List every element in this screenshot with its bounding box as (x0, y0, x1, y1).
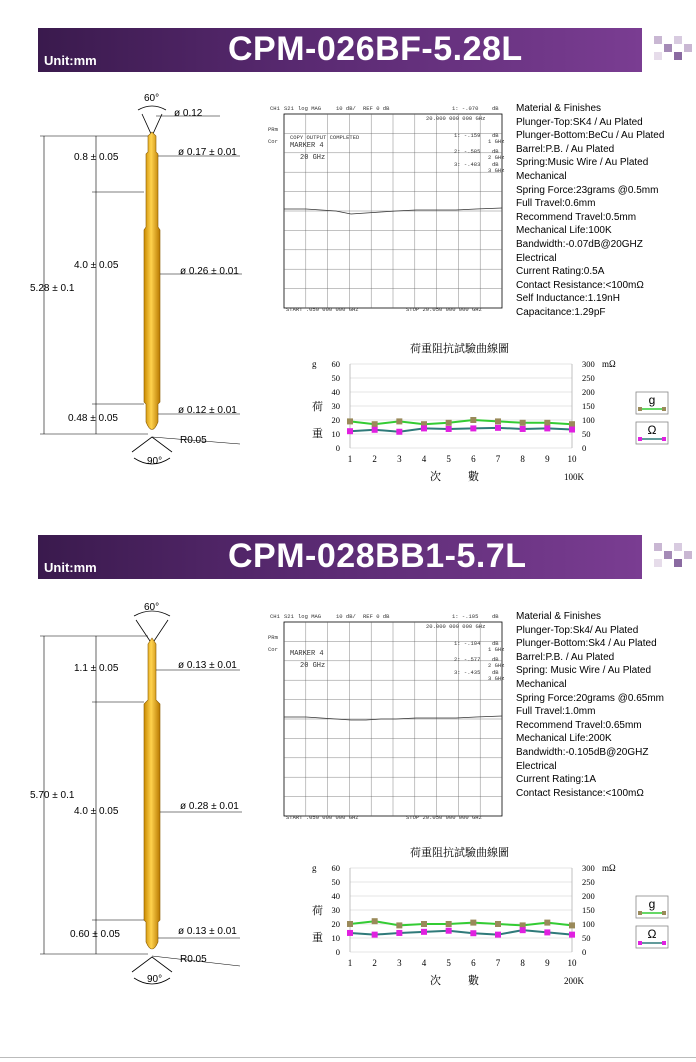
x-tick: 3 (397, 958, 402, 968)
copy-output-text: COPY OUTPUT COMPLETED (290, 134, 360, 141)
header-marker-value: 1: -.070 (452, 105, 479, 112)
top-angle-label: 60° (144, 93, 160, 104)
marker-1-unit: dB (492, 640, 499, 647)
spec-line: Mechanical (516, 170, 567, 182)
probe-body (144, 638, 160, 949)
marker-2-freq: 2 GHz (488, 662, 505, 669)
x-tick: 2 (372, 454, 377, 464)
plunger-bottom-diameter-label: ø 0.12 ± 0.01 (178, 405, 237, 416)
prm-label: PRm (268, 634, 278, 641)
data-point (372, 421, 378, 427)
legend-label: Ω (647, 423, 657, 437)
x-tick: 1 (347, 958, 353, 968)
top-angle-label: 60° (144, 602, 160, 613)
x-tick: 5 (446, 454, 451, 464)
spec-line: Current Rating:0.5A (516, 266, 605, 278)
x-tick: 6 (471, 454, 476, 464)
unit-label: Unit:mm (44, 560, 97, 575)
prm-label: PRm (268, 126, 278, 133)
plunger-top-diameter-label: ø 0.13 ± 0.01 (178, 660, 237, 671)
y-left-tick: 30 (331, 401, 340, 411)
legend-marker (638, 941, 642, 945)
checker-decoration (646, 30, 696, 74)
total-length-label: 5.70 ± 0.1 (30, 790, 75, 801)
marker-2-unit: dB (492, 148, 499, 155)
model-title: CPM-028BB1-5.7L (228, 537, 527, 575)
data-point (569, 427, 575, 433)
spec-line: Spring Force:23grams @0.5mm (516, 184, 659, 196)
x-tick: 4 (421, 454, 427, 464)
data-point (569, 922, 575, 928)
barrel-diameter-label: ø 0.26 ± 0.01 (180, 266, 239, 277)
y-left-label: 重 (312, 428, 323, 441)
x-tick: 4 (421, 958, 427, 968)
header-ref: REF 0 dB (363, 613, 390, 620)
spec-line: Spring Force:20grams @0.65mm (516, 692, 664, 704)
header-ref: REF 0 dB (363, 105, 390, 112)
spec-line: Barrel:P.B. / Au Plated (516, 651, 615, 663)
spec-line: Barrel:P.B. / Au Plated (516, 143, 615, 155)
data-point (470, 920, 476, 926)
y-right-tick: 150 (582, 905, 595, 915)
series-line-force (350, 420, 572, 424)
x-tick: 5 (446, 958, 451, 968)
header-ch: CH1 (270, 613, 280, 620)
radius-label: R0.05 (180, 435, 207, 446)
bottom-angle-label: 90° (147, 456, 163, 467)
total-length-label: 5.28 ± 0.1 (30, 283, 75, 294)
spec-line: Electrical (516, 252, 557, 264)
data-point (569, 932, 575, 938)
y-right-tick: 300 (582, 359, 595, 369)
spec-line: Plunger-Bottom:Sk4 / Au Plated (516, 638, 657, 650)
x-end-label: 200K (564, 976, 584, 986)
y-left-label: 荷 (312, 905, 323, 917)
marker-2-freq: 2 GHz (488, 154, 505, 161)
plunger-top-diameter-label: ø 0.17 ± 0.01 (178, 147, 237, 158)
series-line-resistance (350, 428, 572, 432)
marker-label: MARKER 4 (290, 650, 324, 658)
footer-divider (0, 1057, 696, 1058)
x-tick: 7 (495, 454, 501, 464)
x-tick: 10 (567, 454, 577, 464)
y-right-tick: 0 (582, 947, 587, 957)
y-left-label: 荷 (312, 401, 323, 413)
spec-line: Plunger-Bottom:BeCu / Au Plated (516, 130, 665, 142)
data-point (421, 425, 427, 431)
data-point (446, 426, 452, 432)
data-point (396, 922, 402, 928)
y-left-tick: 0 (335, 947, 340, 957)
data-point (347, 921, 353, 927)
x-label: 數 (468, 471, 479, 483)
marker-1-value: 1: -.104 (454, 640, 481, 647)
y-left-tick: 20 (331, 415, 340, 425)
spec-line: Material & Finishes (516, 103, 602, 114)
chart-svg (300, 842, 696, 992)
data-point (495, 418, 501, 424)
spec-line: Electrical (516, 760, 557, 772)
marker-frequency: 20 GHz (300, 662, 326, 670)
data-point (544, 929, 550, 935)
data-point (446, 921, 452, 927)
legend-marker (638, 407, 642, 411)
title-banner (38, 535, 642, 579)
marker-1-unit: dB (492, 132, 499, 139)
header-s21: S21 (284, 613, 294, 620)
spec-line: Bandwidth:-0.105dB@20GHZ (516, 746, 649, 758)
spec-line: Plunger-Top:SK4 / Au Plated (516, 116, 643, 128)
y-right-tick: 100 (582, 919, 595, 929)
y-right-tick: 200 (582, 891, 595, 901)
marker-3-unit: dB (492, 161, 499, 168)
data-point (520, 927, 526, 933)
data-point (544, 420, 550, 426)
data-point (396, 930, 402, 936)
y-left-tick: 10 (331, 429, 340, 439)
x-label: 數 (468, 975, 479, 987)
y-right-unit: mΩ (602, 359, 616, 369)
checker-decoration (646, 537, 696, 581)
y-right-tick: 150 (582, 401, 595, 411)
x-tick: 2 (372, 958, 377, 968)
data-point (446, 420, 452, 426)
network-analyzer-plot (266, 610, 506, 822)
title-banner (38, 28, 642, 72)
model-title: CPM-026BF-5.28L (228, 30, 523, 68)
series-line-force (350, 921, 572, 925)
legend-marker (662, 911, 666, 915)
data-point (495, 921, 501, 927)
spec-line: Self Inductance:1.19nH (516, 293, 620, 305)
radius-label: R0.05 (180, 954, 207, 965)
x-tick: 8 (520, 958, 525, 968)
chart-title: 荷重阻抗試驗曲線圖 (410, 343, 509, 355)
data-point (396, 429, 402, 435)
spec-line: Spring: Music Wire / Au Plated (516, 665, 652, 677)
cor-label: Cor (268, 138, 278, 145)
header-marker-value: 1: -.105 (452, 613, 479, 620)
spec-line: Recommend Travel:0.5mm (516, 211, 637, 223)
marker-1-value: 1: -.159 (454, 132, 481, 139)
spec-line: Mechanical (516, 678, 567, 690)
data-point (544, 920, 550, 926)
data-point (495, 425, 501, 431)
marker-2-value: 2: -.585 (454, 148, 481, 155)
header-scale: 10 dB/ (336, 613, 356, 620)
plunger-bottom-diameter-label: ø 0.13 ± 0.01 (178, 926, 237, 937)
x-tick: 7 (495, 958, 501, 968)
header-s21: S21 (284, 105, 294, 112)
x-label: 次 (430, 471, 441, 483)
legend-marker (638, 437, 642, 441)
barrel-diameter-label: ø 0.28 ± 0.01 (180, 801, 239, 812)
load-resistance-chart (300, 338, 696, 488)
spec-line: Current Rating:1A (516, 774, 597, 786)
data-point (446, 928, 452, 934)
stop-frequency: STOP 20.050 000 000 GHz (406, 814, 482, 821)
y-left-tick: 40 (331, 387, 340, 397)
data-point (470, 930, 476, 936)
marker-3-unit: dB (492, 669, 499, 676)
y-left-tick: 50 (331, 877, 340, 887)
start-frequency: START .050 000 000 GHz (286, 306, 359, 313)
cor-label: Cor (268, 646, 278, 653)
data-point (470, 417, 476, 423)
y-right-tick: 50 (582, 429, 591, 439)
data-point (347, 428, 353, 434)
chart-title: 荷重阻抗試驗曲線圖 (410, 847, 509, 859)
plunger-bottom-length-label: 0.60 ± 0.05 (70, 929, 120, 940)
data-point (372, 427, 378, 433)
top-frequency: 20.000 000 000 GHz (426, 115, 486, 122)
data-point (347, 930, 353, 936)
marker-3-value: 3: -.483 (454, 161, 481, 168)
y-right-tick: 200 (582, 387, 595, 397)
series-line-resistance (350, 930, 572, 934)
y-left-tick: 0 (335, 443, 340, 453)
legend-marker (638, 911, 642, 915)
x-tick: 3 (397, 454, 402, 464)
bottom-angle-label: 90° (147, 974, 163, 985)
marker-label: MARKER 4 (290, 142, 324, 150)
legend-marker (662, 941, 666, 945)
marker-1-freq: 1 GHz (488, 138, 505, 145)
legend-marker (662, 407, 666, 411)
spec-line: Mechanical Life:100K (516, 225, 612, 237)
legend-label: Ω (647, 927, 657, 941)
marker-3-freq: 3 GHz (488, 675, 505, 682)
y-left-unit: g (312, 359, 317, 369)
header-unit: dB (492, 613, 499, 620)
spec-line: Contact Resistance:<100mΩ (516, 279, 644, 291)
y-right-tick: 250 (582, 373, 595, 383)
legend-label: g (648, 897, 656, 911)
data-point (372, 918, 378, 924)
data-point (569, 421, 575, 427)
y-left-tick: 10 (331, 933, 340, 943)
top-frequency: 20.000 000 000 GHz (426, 623, 486, 630)
x-label: 次 (430, 975, 441, 987)
spec-list (516, 102, 664, 320)
marker-2-unit: dB (492, 656, 499, 663)
x-tick: 6 (471, 958, 476, 968)
barrel-length-label: 4.0 ± 0.05 (74, 806, 119, 817)
marker-frequency: 20 GHz (300, 154, 326, 162)
data-point (520, 420, 526, 426)
x-tick: 9 (545, 958, 550, 968)
y-right-tick: 300 (582, 863, 595, 873)
y-left-label: 重 (312, 932, 323, 945)
y-left-unit: g (312, 863, 317, 873)
load-resistance-chart (300, 842, 696, 992)
data-point (544, 425, 550, 431)
x-tick: 10 (567, 958, 577, 968)
data-point (421, 929, 427, 935)
y-left-tick: 60 (331, 863, 340, 873)
unit-label: Unit:mm (44, 53, 97, 68)
y-right-unit: mΩ (602, 863, 616, 873)
spec-line: Full Travel:1.0mm (516, 706, 596, 718)
x-tick: 9 (545, 454, 550, 464)
legend-marker (662, 437, 666, 441)
spec-line: Spring:Music Wire / Au Plated (516, 157, 649, 169)
plunger-top-length-label: 1.1 ± 0.05 (74, 663, 119, 674)
header-scale: 10 dB/ (336, 105, 356, 112)
data-point (470, 425, 476, 431)
data-point (421, 921, 427, 927)
header-format: log MAG (298, 613, 322, 620)
data-point (372, 932, 378, 938)
spec-line: Plunger-Top:Sk4/ Au Plated (516, 624, 639, 636)
y-left-tick: 60 (331, 359, 340, 369)
plunger-bottom-length-label: 0.48 ± 0.05 (68, 413, 118, 424)
y-right-tick: 50 (582, 933, 591, 943)
start-frequency: START .050 000 000 GHz (286, 814, 359, 821)
x-tick: 1 (347, 454, 353, 464)
marker-3-value: 3: -.435 (454, 669, 481, 676)
spec-line: Mechanical Life:200K (516, 733, 612, 745)
data-point (396, 418, 402, 424)
top-angle-arc (138, 106, 166, 110)
y-right-tick: 0 (582, 443, 587, 453)
tip-diameter-label: ø 0.12 (174, 108, 203, 119)
legend-label: g (648, 393, 656, 407)
stop-frequency: STOP 20.050 000 000 GHz (406, 306, 482, 313)
y-left-tick: 50 (331, 373, 340, 383)
spec-line: Recommend Travel:0.65mm (516, 719, 642, 731)
spec-line: Bandwidth:-0.07dB@20GHZ (516, 238, 643, 250)
spec-line: Capacitance:1.29pF (516, 306, 606, 318)
x-tick: 8 (520, 454, 525, 464)
spec-line: Material & Finishes (516, 611, 602, 622)
spec-line: Contact Resistance:<100mΩ (516, 787, 644, 799)
chart-svg (300, 338, 696, 488)
marker-2-value: 2: -.577 (454, 656, 481, 663)
y-right-tick: 100 (582, 415, 595, 425)
marker-3-freq: 3 GHz (488, 167, 505, 174)
header-ch: CH1 (270, 105, 280, 112)
data-point (495, 932, 501, 938)
data-point (347, 418, 353, 424)
marker-1-freq: 1 GHz (488, 646, 505, 653)
spec-list (516, 610, 664, 800)
spec-line: Full Travel:0.6mm (516, 198, 596, 210)
probe-body (144, 132, 160, 430)
plunger-top-length-label: 0.8 ± 0.05 (74, 152, 119, 163)
y-left-tick: 40 (331, 891, 340, 901)
header-unit: dB (492, 105, 499, 112)
y-right-tick: 250 (582, 877, 595, 887)
x-end-label: 100K (564, 472, 584, 482)
data-point (520, 426, 526, 432)
network-analyzer-plot (266, 102, 506, 314)
barrel-length-label: 4.0 ± 0.05 (74, 260, 119, 271)
y-left-tick: 20 (331, 919, 340, 929)
header-format: log MAG (298, 105, 322, 112)
y-left-tick: 30 (331, 905, 340, 915)
bottom-angle-lines (132, 437, 172, 452)
